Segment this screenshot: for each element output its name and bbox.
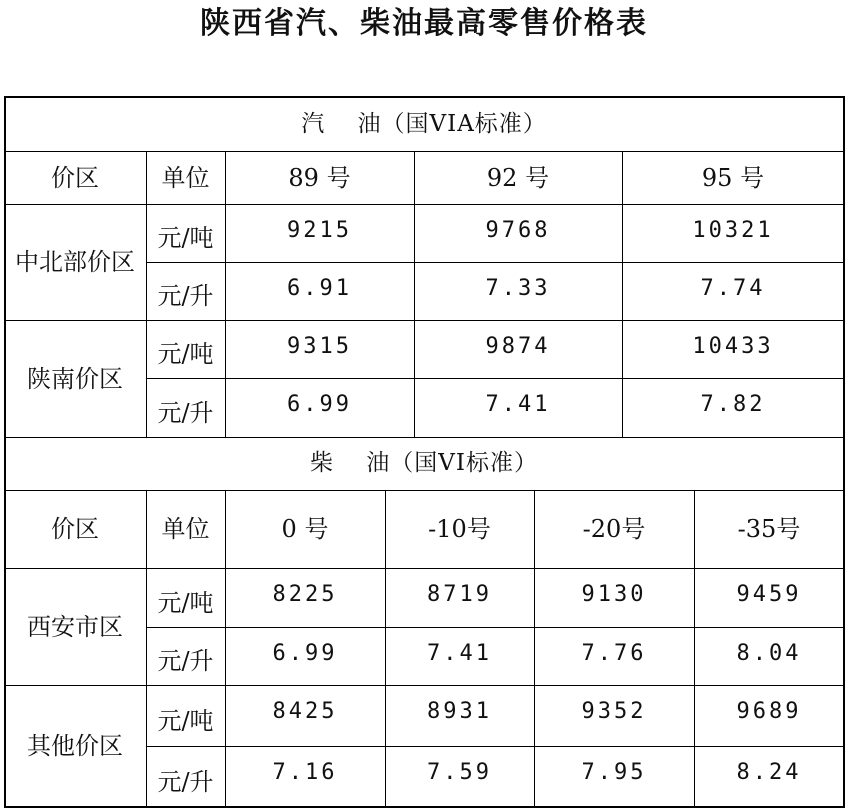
- gasoline-header-unit: 单位: [161, 163, 210, 192]
- table-divider: [4, 320, 845, 321]
- price-cell: 7.82: [700, 392, 766, 417]
- gasoline-header-92: 92 号: [486, 163, 550, 192]
- unit-liter: 元/升: [157, 398, 214, 427]
- price-cell: 9215: [287, 218, 352, 243]
- table-divider: [4, 490, 845, 491]
- price-cell: 8.04: [736, 641, 802, 666]
- diesel-header-0: 0 号: [281, 515, 329, 543]
- table-divider: [4, 685, 845, 686]
- table-divider: [4, 151, 845, 152]
- price-cell: 8.24: [736, 760, 802, 785]
- price-cell: 10321: [692, 218, 774, 243]
- diesel-header-unit: 单位: [161, 515, 210, 543]
- table-divider: [414, 151, 415, 437]
- table-border: [4, 806, 845, 808]
- table-divider: [4, 437, 845, 438]
- price-cell: 9689: [736, 699, 802, 724]
- table-divider: [146, 627, 845, 628]
- table-divider: [146, 490, 147, 807]
- diesel-section-title: 柴 油（国VI标准）: [309, 450, 538, 476]
- unit-liter: 元/升: [157, 647, 214, 675]
- price-cell: 7.41: [485, 392, 551, 417]
- price-cell: 8225: [272, 582, 338, 607]
- price-cell: 9352: [581, 699, 647, 724]
- unit-ton: 元/吨: [157, 224, 214, 252]
- unit-liter: 元/升: [157, 282, 214, 310]
- price-cell: 6.91: [287, 276, 352, 301]
- diesel-header-minus20: -20号: [582, 515, 646, 543]
- table-divider: [4, 568, 845, 569]
- price-cell: 7.41: [427, 641, 492, 666]
- price-cell: 9768: [485, 218, 551, 243]
- price-cell: 10433: [692, 334, 774, 359]
- table-divider: [146, 378, 845, 379]
- gasoline-header-89: 89 号: [288, 163, 351, 192]
- gasoline-header-region: 价区: [51, 163, 99, 192]
- table-border: [843, 96, 845, 808]
- price-cell: 7.74: [700, 276, 766, 301]
- price-cell: 8719: [427, 582, 492, 607]
- gasoline-section-title: 汽 油（国VIA标准）: [301, 110, 547, 137]
- diesel-region-xian: 西安市区: [27, 612, 123, 641]
- price-cell: 9130: [581, 582, 647, 607]
- price-cell: 7.33: [485, 276, 551, 301]
- price-cell: 7.95: [581, 760, 647, 785]
- price-cell: 9874: [485, 334, 551, 359]
- unit-liter: 元/升: [157, 767, 214, 796]
- unit-ton: 元/吨: [157, 706, 214, 735]
- document-title: 陕西省汽、柴油最高零售价格表: [200, 6, 648, 41]
- diesel-header-minus10: -10号: [428, 515, 491, 543]
- price-cell: 8931: [427, 699, 492, 724]
- table-border: [4, 96, 6, 808]
- table-divider: [225, 151, 226, 437]
- gasoline-region-north: 中北部价区: [15, 248, 135, 276]
- price-cell: 8425: [272, 699, 338, 724]
- gasoline-header-95: 95 号: [701, 163, 765, 192]
- table-divider: [694, 490, 695, 807]
- unit-ton: 元/吨: [157, 588, 214, 617]
- price-cell: 9459: [736, 582, 802, 607]
- price-cell: 9315: [287, 334, 352, 359]
- price-cell: 7.59: [427, 760, 492, 785]
- price-cell: 7.76: [581, 641, 647, 666]
- table-divider: [4, 204, 845, 205]
- gasoline-region-south: 陕南价区: [27, 364, 123, 393]
- table-divider: [622, 151, 623, 437]
- table-divider: [146, 746, 845, 747]
- diesel-header-region: 价区: [51, 515, 99, 543]
- table-divider: [225, 490, 226, 807]
- diesel-region-other: 其他价区: [27, 732, 123, 760]
- table-divider: [146, 262, 845, 263]
- table-border: [4, 96, 845, 98]
- price-cell: 6.99: [287, 392, 352, 417]
- table-divider: [385, 490, 386, 807]
- price-cell: 6.99: [272, 641, 338, 666]
- table-divider: [534, 490, 535, 807]
- unit-ton: 元/吨: [157, 340, 214, 368]
- price-cell: 7.16: [272, 760, 338, 785]
- table-divider: [146, 151, 147, 437]
- diesel-header-minus35: -35号: [737, 515, 801, 543]
